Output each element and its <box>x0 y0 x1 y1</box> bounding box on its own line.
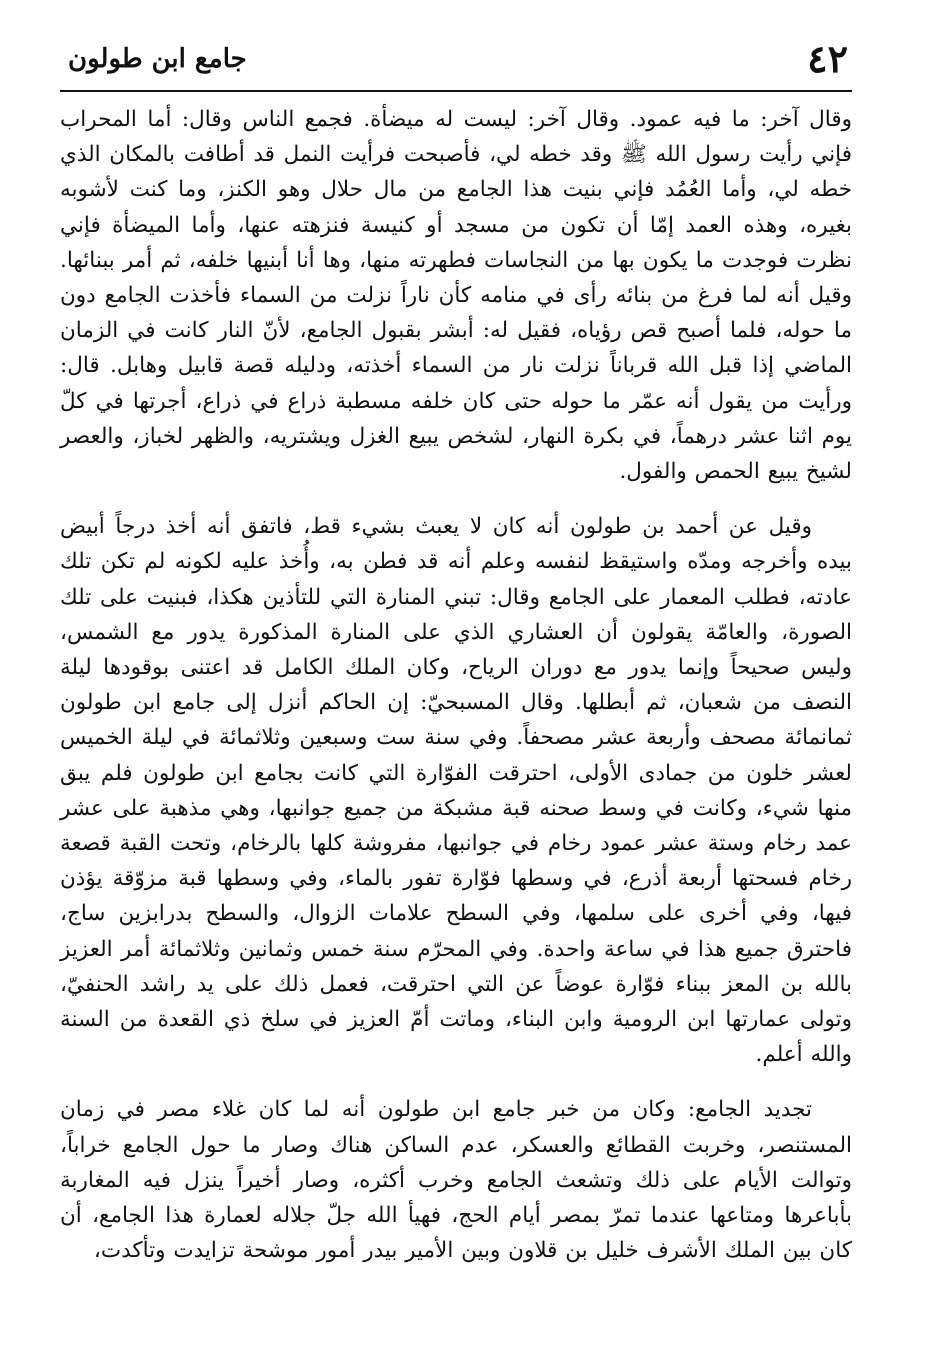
paragraph-2: وقيل عن أحمد بن طولون أنه كان لا يعبث بشيء قط، فاتفق أنه أخذ درجاً أبيض بيده وأخرجه ومدّه واستيقظ لنفسه وعلم أنه قد فطن به، وأُخذ عليه لكونه لم تكن تلك عادته، فطلب المعمار على الجامع وقال: تبني المنارة التي للتأذين هكذا، فبنيت على تلك الصورة، والعامّة يقولون أن العشاري الذي على المنارة المذكورة يدور مع الشمس، وليس صحيحاً وإنما يدور مع دوران الرياح، وكان الملك الكامل قد اعتنى بوقودها ليلة النصف من شعبان، ثم أبطلها. وقال المسبحيّ: إن الحاكم أنزل إلى جامع ابن طولون ثمانمائة مصحف وأربعة عشر مصحفاً. وفي سنة ست وسبعين وثلاثمائة في ليلة الخميس لعشر خلون من جمادى الأولى، احترقت الفوّارة التي كانت بجامع ابن طولون فلم يبق منها شيء، وكانت في وسط صحنه قبة مشبكة من جميع جوانبها، وهي مذهبة على عشر عمد رخام وستة عشر عمود رخام في جوانبها، مفروشة كلها بالرخام، وتحت القبة قصعة رخام فسحتها أربعة أذرع، في وسطها فوّارة تفور بالماء، وفي وسطها قبة مزوّقة يؤذن فيها، وفي أخرى على سلمها، وفي السطح علامات الزوال، والسطح بدرابزين ساج، فاحترق جميع هذا في ساعة واحدة. وفي المحرّم سنة خمس وثمانين وثلاثمائة أمر العزيز بالله بن المعز ببناء فوّارة عوضاً عن التي احترقت، فعمل ذلك على يد راشد الحنفيّ، وتولى عمارتها ابن الرومية وابن البناء، وماتت أمّ العزيز في سلخ ذي القعدة من السنة والله أعلم. <box>60 514 852 1068</box>
paragraph-3: تجديد الجامع: وكان من خبر جامع ابن طولون أنه لما كان غلاء مصر في زمان المستنصر، وخربت القطائع والعسكر، عدم الساكن هناك وصار ما حول الجامع خراباً، وتوالت الأيام على ذلك وتشعث الجامع وخرب أكثره، وصار أخيراً ينزل فيه المغاربة بأباعرها ومتاعها عندما تمرّ بمصر أيام الحج، فهيأ الله جلّ جلاله لعمارة هذا الجامع، أن كان بين الملك الأشرف خليل بن قلاون وبين الأمير بيدر أمور موشحة تزايدت وتأكدت، <box>60 1097 852 1264</box>
page-header <box>60 28 852 92</box>
paragraph-1: وقال آخر: ما فيه عمود. وقال آخر: ليست له ميضأة. فجمع الناس وقال: أما المحراب فإني رأيت رسول الله ﷺ وقد خطه لي، فأصبحت فرأيت النمل قد أطافت بالمكان الذي خطه لي، وأما العُمُد فإني بنيت هذا الجامع من مال حلال وهو الكنز، وما كنت لأشوبه بغيره، وهذه العمد إمّا أن تكون من مسجد أو كنيسة فنزهته عنها، وأما الميضأة فإني نظرت فوجدت ما يكون بها من النجاسات فطهرته منها، وها أنا أبنيها خلفه، ثم أمر ببنائها. وقيل أنه لما فرغ من بنائه رأى في منامه كأن ناراً نزلت من السماء فأخذت الجامع دون ما حوله، فلما أصبح قص رؤياه، فقيل له: أبشر بقبول الجامع، لأنّ النار كانت في الزمان الماضي إذا قبل الله قرباناً نزلت نار من السماء أخذته، ودليله قصة قابيل وهابل. قال: ورأيت من يقول أنه عمّر ما حوله حتى كان خلفه مسطبة ذراع في ذراع، أجرتها في كلّ يوم اثنا عشر درهماً، في بكرة النهار، لشخص يبيع الغزل ويشتريه، والظهر لخباز، والعصر لشيخ يبيع الحمص والفول. <box>60 107 852 485</box>
running-title: جامع ابن طولون <box>68 44 247 74</box>
book-page <box>60 28 852 1338</box>
body-text <box>60 102 852 1269</box>
page-number: ٤٢ <box>807 36 848 81</box>
